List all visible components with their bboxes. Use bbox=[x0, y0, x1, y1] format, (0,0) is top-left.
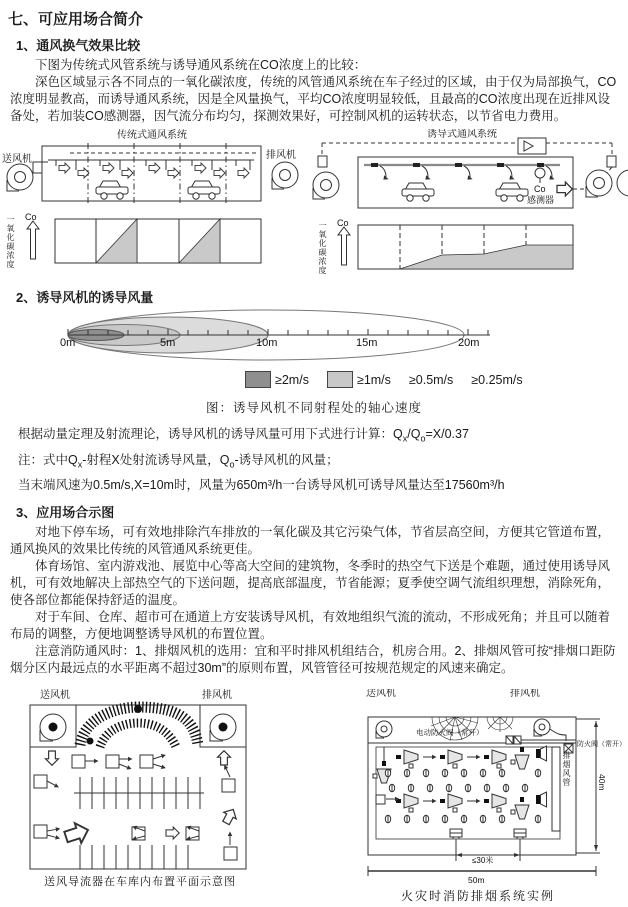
garage-plan-drawing bbox=[28, 689, 260, 899]
section-3-paragraph-4: 注意消防通风时：1、排烟风机的选用：宜和平时排风机组结合，机房合用。2、排烟风管可按“排烟口距防烟分区内最远点的水平距离不超过30m”的原则布置，风管管径可按规范规定的风速来确定。 bbox=[10, 644, 616, 675]
parking-stalls-upper bbox=[74, 777, 204, 809]
exhaust-fan-label: 排风机 bbox=[266, 150, 296, 161]
system-comparison-figures bbox=[0, 129, 628, 281]
legend-label-1ms: ≥1m/s bbox=[356, 372, 391, 387]
supply-fan-label: 送风机 bbox=[366, 689, 396, 699]
legend-swatch-1ms bbox=[327, 371, 353, 388]
jet-velocity-drawing bbox=[50, 309, 510, 367]
jet-tick-10m: 10m bbox=[256, 337, 278, 349]
exhaust-fan-label: 排风机 bbox=[202, 690, 232, 701]
jet-tick-5m: 5m bbox=[160, 337, 176, 349]
section-1-heading: 1、通风换气效果比较 bbox=[16, 38, 141, 53]
section-3-paragraph-1: 对地下停车场，可有效地排除汽车排放的一氧化碳及其它污染气体，节省层高空间，方便其它管道布置，通风换风的效果比传统的风管通风系统更佳。 bbox=[10, 525, 611, 556]
co-axis-label: 一氧化碳浓度 bbox=[6, 215, 15, 269]
motor-damper-label: 电动防火阀（常开） bbox=[416, 728, 484, 737]
legend-label-2ms: ≥2m/s bbox=[275, 372, 309, 387]
parking-stalls-lower bbox=[80, 845, 188, 869]
co-sensor-icon bbox=[535, 168, 545, 178]
section-3-heading: 3、应用场合示图 bbox=[16, 505, 115, 520]
calc-note-line: 注：式中$Q_x-$射程X处射流诱导风量，$Q_o-$诱导风机的风量； bbox=[18, 452, 339, 469]
jet-tick-15m: 15m bbox=[356, 337, 378, 349]
dim-50m-lines bbox=[368, 866, 596, 876]
supply-fan-label: 送风机 bbox=[40, 690, 70, 701]
traditional-system-title: 传统式通风系统 bbox=[117, 130, 187, 141]
jet-legend bbox=[245, 371, 628, 388]
dim-30m-label: ≤30米 bbox=[472, 856, 494, 865]
jet-figure-caption: 图：诱导风机不同射程处的轴心速度 bbox=[205, 401, 422, 415]
legend-item-025ms bbox=[471, 373, 522, 387]
traditional-system-drawing bbox=[0, 129, 310, 281]
page-title: 七、可应用场合简介 bbox=[8, 11, 144, 28]
motor-damper-icon bbox=[506, 736, 521, 744]
co-axis-arrow-icon bbox=[27, 221, 39, 259]
co-label: Co bbox=[25, 212, 37, 222]
co-label: Co bbox=[337, 218, 349, 228]
legend-label-025ms: ≥0.25m/s bbox=[471, 372, 523, 387]
section-3-paragraph-2: 体育场馆、室内游戏池、展览中心等高大空间的建筑物，冬季时的热空气下送是个难题，通过使用诱导风机，可有效地解决上部热空气的下送问题，提高底部温度，节省能源；夏季使空调气流组织理想，消除死角，使各部位都能保持舒适的温度。 bbox=[10, 559, 611, 607]
fire-figure-caption: 火灾时消防排烟系统实例 bbox=[400, 889, 556, 903]
application-figures bbox=[0, 689, 628, 907]
section-2-heading: 2、诱导风机的诱导风量 bbox=[16, 290, 154, 305]
figure-garage-plan bbox=[28, 689, 260, 899]
legend-item-05ms bbox=[409, 373, 453, 387]
co-axis-arrow-icon bbox=[338, 227, 350, 265]
supply-fan-label: 送风机 bbox=[2, 154, 32, 165]
induced-system-drawing bbox=[310, 129, 628, 281]
smoke-duct-label: 排烟风管 bbox=[562, 751, 571, 787]
bottom-dampers bbox=[450, 829, 526, 839]
figure-fire-smoke-system bbox=[360, 689, 628, 907]
legend-label-05ms: ≥0.5m/s bbox=[408, 372, 454, 387]
figure-traditional-system bbox=[0, 129, 310, 281]
legend-item-2ms bbox=[245, 371, 309, 388]
figure-jet-velocity bbox=[50, 309, 510, 367]
exhaust-fan-label: 排风机 bbox=[510, 689, 540, 699]
figure-induced-system bbox=[310, 129, 628, 281]
fire-damper-label: 防火阀（常开） bbox=[577, 741, 626, 748]
section-1-paragraph-2: 深色区域显示各不同点的一氧化碳浓度，传统的风管通风系统在车子经过的区域，由于仅为局部换气，CO浓度明显教高，而诱导通风系统，因是全风量换气，平均CO浓度明显较低，且最高的CO浓度出现在近排风设备处，若加装CO感测器，因气流分布均匀，探测效果好，可控制风机的运转状态，以节省电力费用。 bbox=[10, 75, 617, 123]
legend-item-1ms bbox=[327, 371, 391, 388]
co-sensor-label: 感测器 bbox=[527, 195, 555, 205]
fire-smoke-drawing bbox=[360, 689, 628, 907]
garage-figure-caption: 送风导流器在车库内布置平面示意图 bbox=[44, 876, 236, 888]
section-3-paragraph-3: 对于车间、仓库、超市可在通道上方安装诱导风机，有效地组织气流的流动，不形成死角；并且可以随着布局的调整，方便地调整诱导风机的布置位置。 bbox=[10, 610, 611, 641]
jet-tick-20m: 20m bbox=[458, 337, 480, 349]
jet-tick-0m: 0m bbox=[60, 337, 76, 349]
dim-50m-label: 50m bbox=[468, 875, 485, 885]
calc-example-line: 当末端风速为0.5m/s,X=10m时，风量为650m³/h一台诱导风机可诱导风量达至17560m³/h bbox=[18, 478, 505, 492]
dim-40m-label: 40m bbox=[597, 774, 607, 791]
legend-swatch-2ms bbox=[245, 371, 271, 388]
induced-system-title: 诱导式通风系统 bbox=[427, 129, 497, 140]
co-axis-label: 一氧化碳浓度 bbox=[318, 221, 327, 275]
co-sensor-co-label: Co bbox=[534, 184, 546, 194]
smoke-duct bbox=[552, 747, 560, 831]
section-1-paragraph-1: 下图为传统式风管系统与诱导通风系统在CO浓度上的比较： bbox=[35, 58, 367, 72]
calc-formula-line: 根据动量定理及射流理论，诱导风机的诱导风量可用下式进行计算：$Q_x/Q_o=X/0.37$ bbox=[18, 427, 469, 444]
